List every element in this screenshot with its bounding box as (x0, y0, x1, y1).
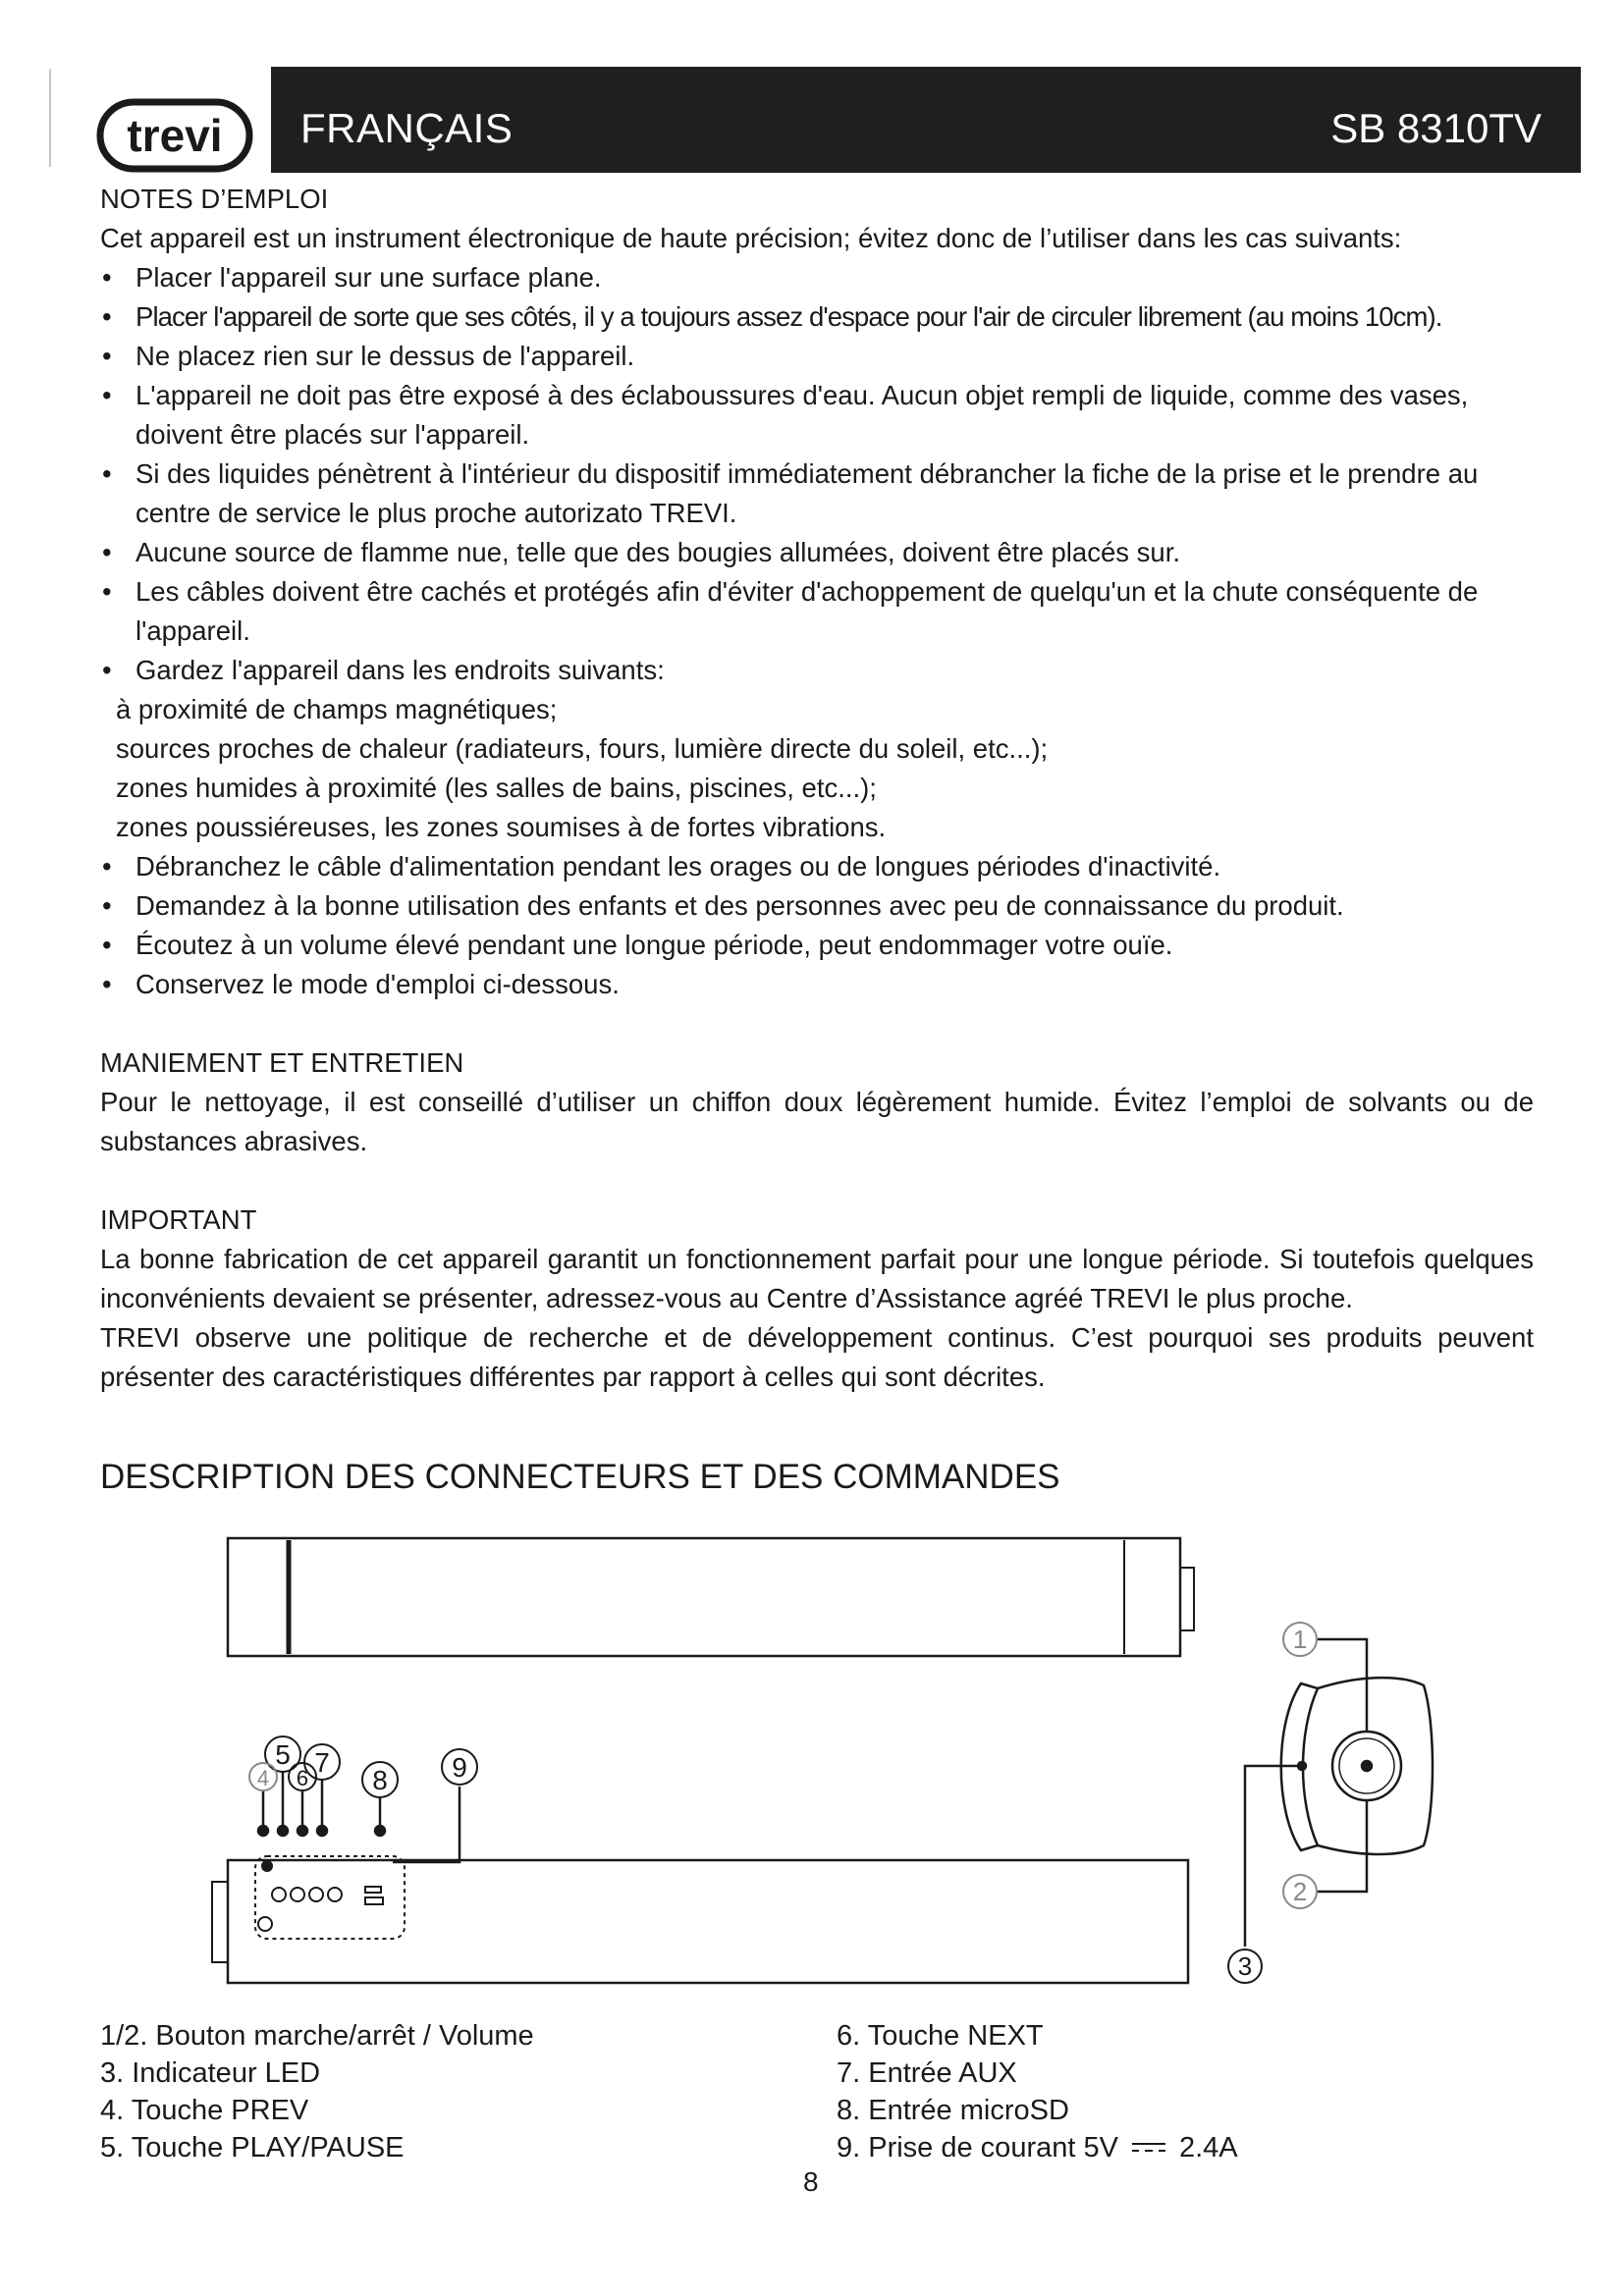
notes-bullets-2 (100, 847, 1534, 1004)
spacer (100, 1004, 1534, 1043)
legend-item: 4. Touche PREV (100, 2095, 309, 2126)
callout-7-text: 7 (314, 1747, 330, 1778)
legend-item: 5. Touche PLAY/PAUSE (100, 2132, 405, 2163)
callout-2-text: 2 (1292, 1877, 1308, 1906)
side-knob-view (1245, 1639, 1433, 1947)
header-bar (271, 67, 1581, 173)
list-item: • Débranchez le câble d'alimentation pendant les orages ou de longues périodes d'inactivité. (100, 847, 1534, 886)
notes-bullets (100, 258, 1534, 690)
spacer (100, 1161, 1534, 1201)
legend-left (100, 2017, 534, 2166)
maintenance-text: Pour le nettoyage, il est conseillé d’utiliser un chiffon doux légèrement humide. Évitez l’emploi de solvants ou de substances abrasives. (100, 1087, 1534, 1156)
notes-title: NOTES D’EMPLOI (100, 184, 329, 214)
description-title: DESCRIPTION DES CONNECTEURS ET DES COMMANDES (100, 1458, 1060, 1496)
callout-1-text: 1 (1292, 1625, 1308, 1654)
list-item: • Placer l'appareil sur une surface plane. (100, 258, 1534, 297)
legend-item: 3. Indicateur LED (100, 2057, 321, 2089)
location-line: zones humides à proximité (les salles de bains, piscines, etc...); (116, 773, 877, 803)
device-diagram (196, 1526, 1473, 1998)
legend-item: 6. Touche NEXT (837, 2020, 1044, 2052)
list-item: • Ne placez rien sur le dessus de l'appareil. (100, 337, 1534, 376)
notes-intro: Cet appareil est un instrument électronique de haute précision; évitez donc de l’utiliser dans les cas suivants: (100, 223, 1402, 253)
legend-right (837, 2017, 1238, 2166)
page-edge-line (49, 69, 51, 167)
list-item: • L'appareil ne doit pas être exposé à des éclaboussures d'eau. Aucun objet rempli de liquide, comme des vases, doivent être placés sur l'appareil. (100, 376, 1534, 454)
soundbar-front-view (212, 1856, 1188, 1983)
legend-item: 8. Entrée microSD (837, 2095, 1069, 2126)
location-line: zones poussiéreuses, les zones soumises à de fortes vibrations. (116, 812, 887, 842)
legend-item: 1/2. Bouton marche/arrêt / Volume (100, 2020, 534, 2052)
legend-item: 7. Entrée AUX (837, 2057, 1017, 2089)
page-number: 8 (803, 2166, 819, 2197)
callout-8-text: 8 (372, 1765, 388, 1795)
maintenance-title: MANIEMENT ET ENTRETIEN (100, 1047, 464, 1078)
power-value: 2.4A (1178, 2132, 1238, 2163)
power-label: 9. Prise de courant 5V (837, 2132, 1118, 2163)
list-item: • Demandez à la bonne utilisation des enfants et des personnes avec peu de connaissance du produit. (100, 886, 1534, 926)
content (100, 180, 1534, 1499)
callout-4-text: 4 (256, 1766, 270, 1790)
list-item: • Placer l'appareil de sorte que ses côtés, il y a toujours assez d'espace pour l'air de circuler librement (au moins 10cm). (100, 297, 1534, 337)
dc-symbol-icon (1130, 2140, 1167, 2154)
location-line: sources proches de chaleur (radiateurs, fours, lumière directe du soleil, etc...); (116, 733, 1049, 764)
trevi-logo (96, 98, 253, 173)
list-item: • Conservez le mode d'emploi ci-dessous. (100, 965, 1534, 1004)
important-title: IMPORTANT (100, 1204, 257, 1235)
soundbar-top-view (228, 1538, 1194, 1656)
callout-9-text: 9 (452, 1752, 467, 1783)
logo-text: trevi (127, 110, 223, 161)
list-item: • Les câbles doivent être cachés et protégés afin d'éviter d'achoppement de quelqu'un et la chute conséquente de l'appareil. (100, 572, 1534, 651)
callout-6-text: 6 (296, 1766, 309, 1790)
front-callout-lines (258, 1772, 460, 1862)
list-item: • Écoutez à un volume élevé pendant une longue période, peut endommager votre ouïe. (100, 926, 1534, 965)
list-item: • Gardez l'appareil dans les endroits suivants: (100, 651, 1534, 690)
header-language: FRANÇAIS (300, 105, 514, 151)
important-text-2: TREVI observe une politique de recherche et de développement continus. C’est pourquoi ses produits peuvent présenter des caractéristiques différentes par rapport à celles qui sont décrites. (100, 1322, 1534, 1392)
callout-3-text: 3 (1237, 1951, 1253, 1981)
list-item: • Aucune source de flamme nue, telle que des bougies allumées, doivent être placés sur. (100, 533, 1534, 572)
legend-power-row (837, 2129, 1238, 2166)
important-text-1: La bonne fabrication de cet appareil garantit un fonctionnement parfait pour une longue période. Si toutefois quelques inconvénients devaient se présenter, adressez-vous au Centre d’Assistance agréé TREVI le plus proche. (100, 1244, 1534, 1313)
location-line: à proximité de champs magnétiques; (116, 694, 558, 724)
list-item: • Si des liquides pénètrent à l'intérieur du dispositif immédiatement débrancher la fiche de la prise et le prendre au centre de service le plus proche autorizato TREVI. (100, 454, 1534, 533)
side-callout-labels (1228, 1623, 1317, 1983)
callout-5-text: 5 (275, 1739, 291, 1770)
spacer (100, 1397, 1534, 1456)
header-model: SB 8310TV (1330, 105, 1542, 151)
